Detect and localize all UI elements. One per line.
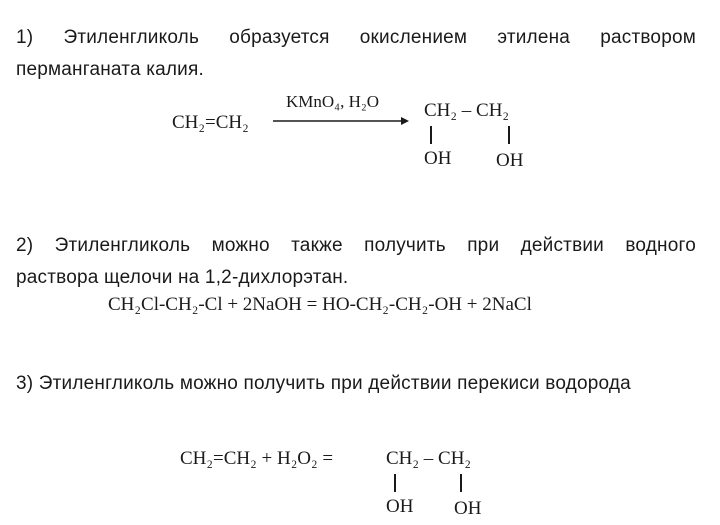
product-1-oh-left: OH — [424, 148, 452, 169]
section-2-text-cont — [16, 262, 696, 294]
product-3-bond-left — [394, 474, 396, 492]
reaction-arrow — [273, 116, 409, 126]
section-3-line-1: 3) Этиленгликоль можно получить при действии перекиси водорода — [16, 373, 631, 394]
section-3-text — [16, 368, 696, 400]
section-1-line-1: 1) Этиленгликоль образуется окислением этилена раствором — [16, 27, 696, 48]
section-1-text-cont — [16, 54, 696, 86]
product-1-chain: CH₂ – CH₂ — [424, 100, 510, 121]
product-1-bond-right — [508, 126, 510, 144]
product-1-oh-right: OH — [496, 150, 524, 171]
product-3-chain: CH₂ – CH₂ — [386, 448, 472, 469]
section-2-text — [16, 230, 696, 262]
reagent-label: KMnO₄, H₂O — [286, 92, 380, 111]
product-3-oh-left: OH — [386, 496, 414, 517]
section-1-text — [16, 22, 696, 54]
product-3-bond-right — [460, 474, 462, 492]
section-2-line-2: раствора щелочи на 1,2-дихлорэтан. — [16, 267, 349, 288]
product-1-bond-left — [430, 126, 432, 144]
section-1-line-2: перманганата калия. — [16, 59, 204, 80]
equation-2: CH₂Cl-CH₂-Cl + 2NaOH = HO-CH₂-CH₂-OH + 2NaCl — [108, 294, 532, 315]
reactant-ethylene: CH₂=CH₂ — [172, 112, 249, 133]
product-3-oh-right: OH — [454, 498, 482, 519]
section-2-line-1: 2) Этиленгликоль можно также получить при действии водного — [16, 235, 696, 256]
equation-3-lhs: CH₂=CH₂ + H₂O₂ = — [180, 448, 334, 469]
